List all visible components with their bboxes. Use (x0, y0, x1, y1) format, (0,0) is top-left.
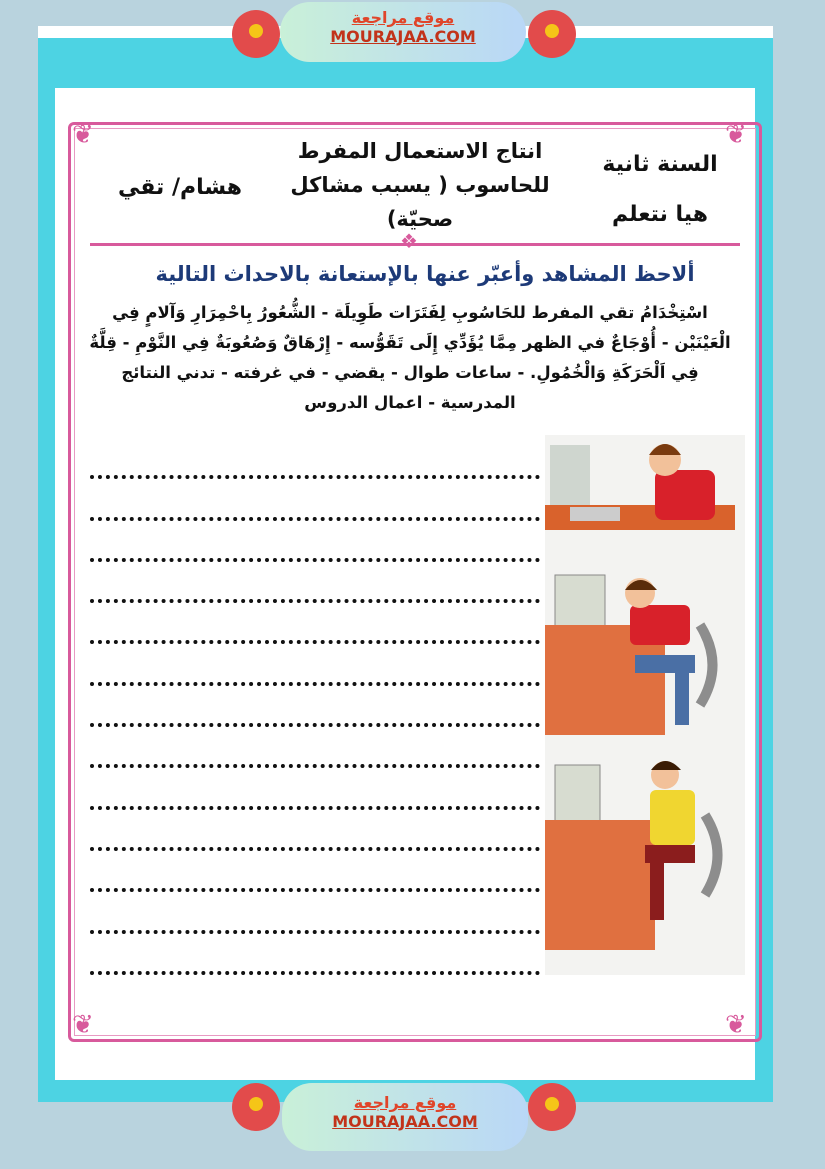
title-line: للحاسوب ( يسبب مشاكل (290, 173, 550, 197)
watermark-latin: MOURAJAA.COM (330, 27, 476, 46)
scene-tired-eyes (545, 444, 735, 530)
title-line: صحيّة) (386, 207, 454, 231)
title-line: انتاج الاستعمال المفرط (297, 139, 543, 163)
events-text (85, 298, 735, 418)
instruction-heading: ألاحظ المشاهد وأعبّر عنها بالإستعانة بالاحداث التالية (155, 262, 695, 286)
ornament-icon: ❦ (725, 1010, 747, 1040)
worksheet-title (280, 134, 560, 236)
illustration-boy-at-computer (545, 435, 745, 975)
logo-icon (528, 1083, 576, 1131)
ornament-icon: ❦ (725, 120, 747, 150)
writing-lines[interactable] (90, 438, 540, 975)
watermark-badge-top[interactable] (280, 2, 526, 62)
watermark-arabic: موقع مراجعة (353, 1093, 457, 1112)
ornament-icon: ❦ (72, 120, 94, 150)
grade-label: السنة ثانية (602, 152, 718, 177)
event-line: المدرسية - اعمال الدروس (304, 393, 516, 412)
student-names: هشام/ تقي (117, 175, 243, 200)
event-line: اسْتِخْدَامُ تقي المفرط للحَاسُوبِ لِفَتَرَات طَوِيلَة - الشُّعُورُ بِاحْمِرَارِ وَآلامٍ فِي (112, 303, 708, 322)
subject-label: هيا نتعلم (611, 202, 709, 227)
watermark-arabic: موقع مراجعة (351, 8, 455, 27)
event-line: فِي اَلْحَرَكَةِ وَالْخُمُولِ. - ساعات طوال - يقضي - في غرفته - تدني النتائج (121, 363, 699, 382)
logo-icon (232, 1083, 280, 1131)
watermark-latin: MOURAJAA.COM (332, 1112, 478, 1131)
event-line: الْعَيْنَيْن - أُوْجَاعٌ في الظهر مِمَّا يُؤَدِّي إِلَى تَقَوُّسه - إِرْهَاقٌ وَصُعُوبَةٌ فِي النَّوْمِ - قِلَّةٌ (89, 333, 731, 352)
illustration-scenes (545, 435, 745, 975)
ornament-icon: ❦ (72, 1010, 94, 1040)
watermark-badge-bottom[interactable] (282, 1083, 528, 1151)
logo-icon (528, 10, 576, 58)
scene-sitting (545, 761, 718, 950)
scene-hunched-back (545, 575, 713, 735)
ornament-icon: ❖ (400, 229, 418, 253)
logo-icon (232, 10, 280, 58)
